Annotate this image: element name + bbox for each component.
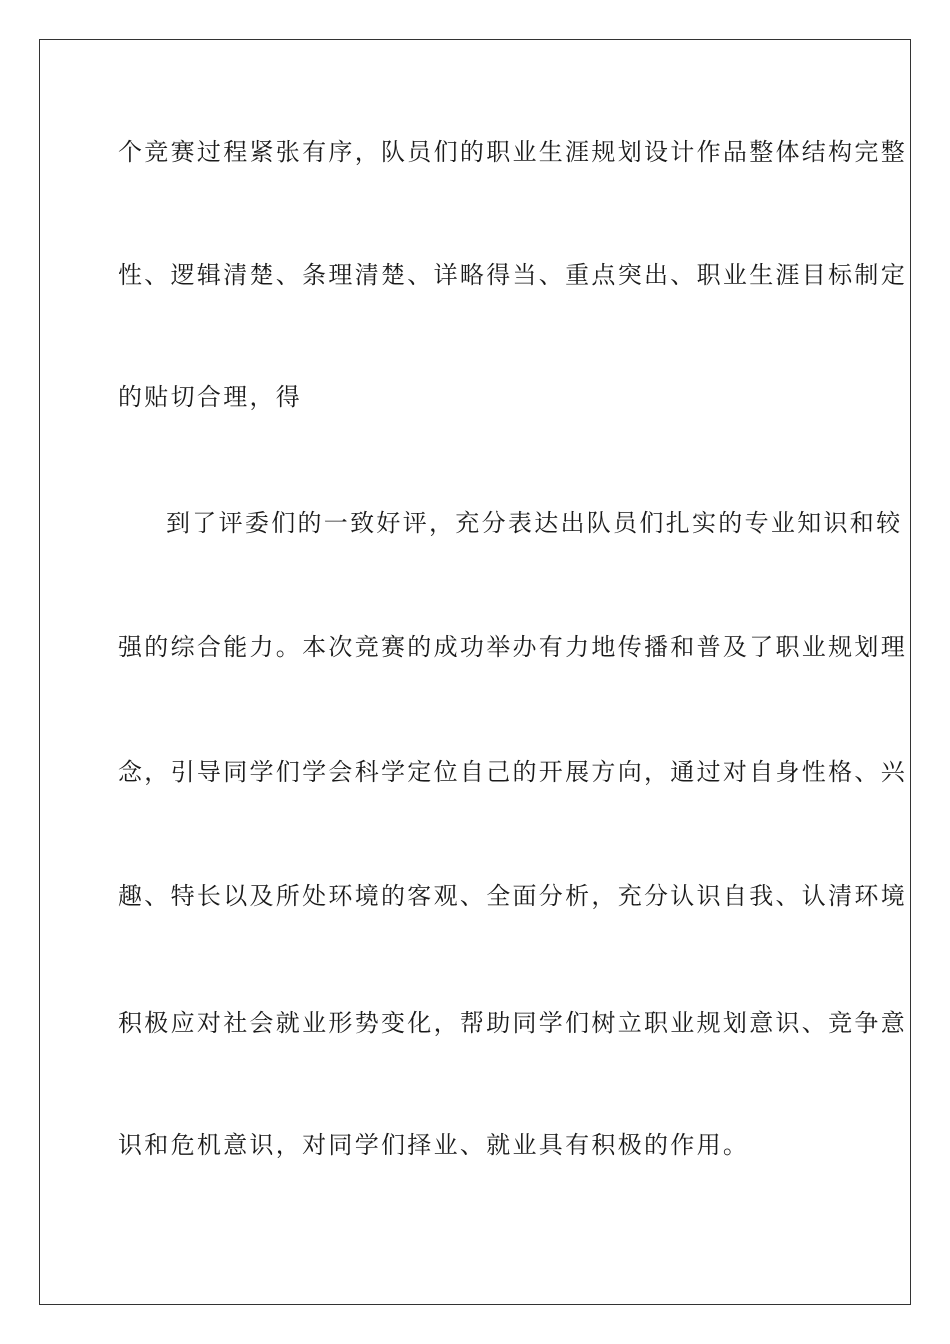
paragraph-line-8: 积极应对社会就业形势变化，帮助同学们树立职业规划意识、竞争意: [118, 1009, 907, 1037]
paragraph-line-2: 性、逻辑清楚、条理清楚、详略得当、重点突出、职业生涯目标制定: [118, 261, 907, 289]
paragraph-line-3: 的贴切合理，得: [118, 383, 303, 411]
paragraph-line-1: 个竞赛过程紧张有序，队员们的职业生涯规划设计作品整体结构完整: [118, 138, 907, 166]
paragraph-line-7: 趣、特长以及所处环境的客观、全面分析，充分认识自我、认清环境: [118, 882, 907, 910]
paragraph-line-5: 强的综合能力。本次竞赛的成功举办有力地传播和普及了职业规划理: [118, 633, 907, 661]
paragraph-line-9: 识和危机意识，对同学们择业、就业具有积极的作用。: [118, 1131, 750, 1159]
page-border: [39, 39, 911, 1305]
paragraph-line-4: 到了评委们的一致好评，充分表达出队员们扎实的专业知识和较: [166, 509, 903, 537]
paragraph-line-6: 念，引导同学们学会科学定位自己的开展方向，通过对自身性格、兴: [118, 758, 907, 786]
